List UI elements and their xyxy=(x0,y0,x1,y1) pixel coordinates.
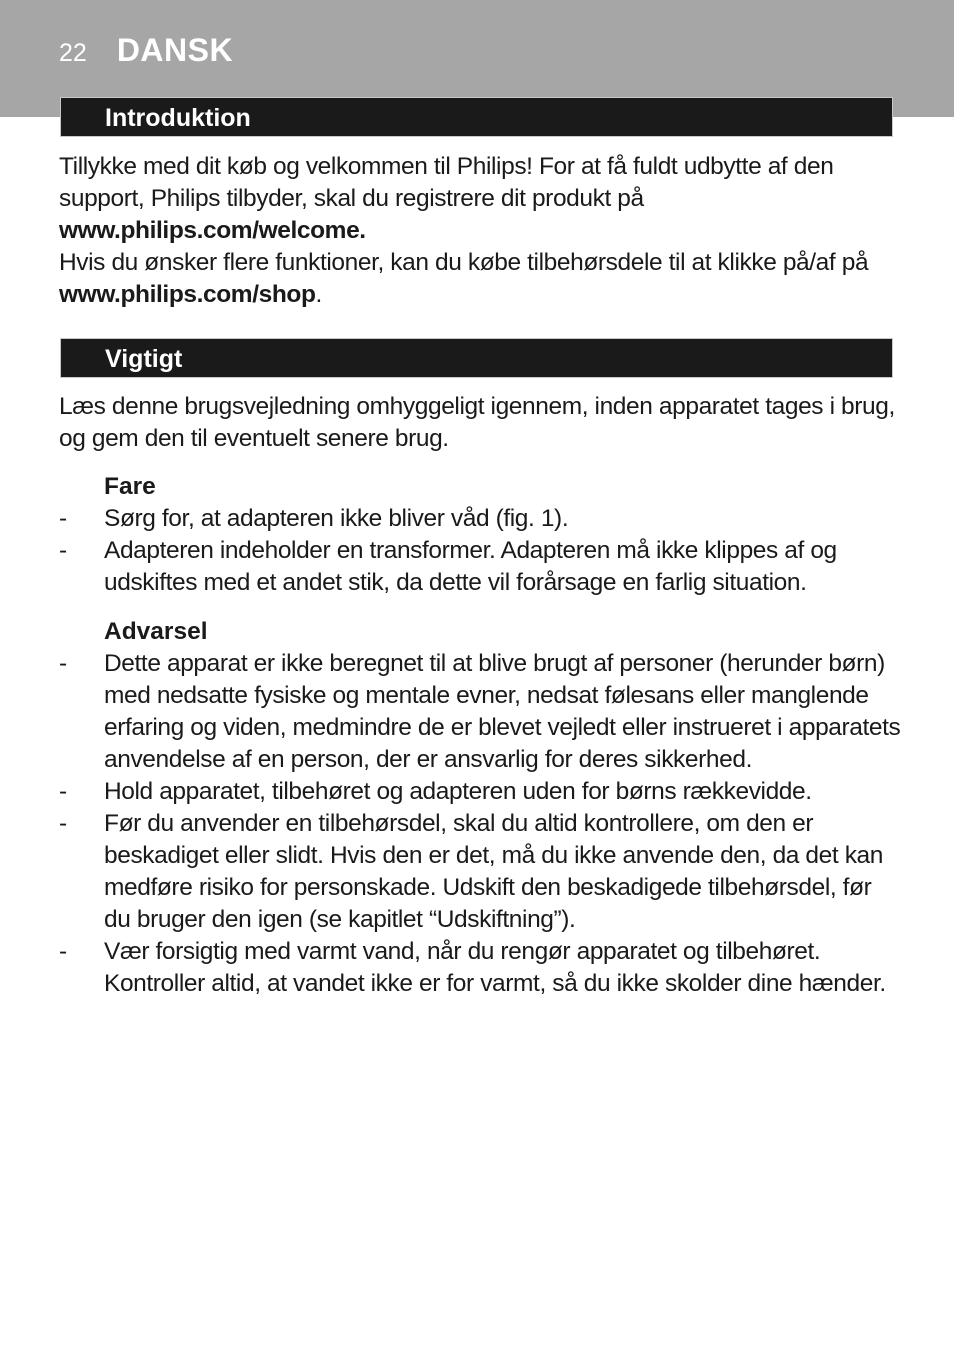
intro-text-2: Hvis du ønsker flere funktioner, kan du købe tilbehørsdele til at klikke på/af på xyxy=(59,249,869,276)
vigtigt-paragraph: Læs denne brugsvejledning omhyggeligt igennem, inden apparatet tages i brug, og gem den til eventuelt senere brug. xyxy=(59,393,895,452)
intro-text-1: Tillykke med dit køb og velkommen til Philips! For at få fuldt udbytte af den support, Philips tilbyder, skal du registrere dit produkt på xyxy=(59,153,834,212)
list-dash: - xyxy=(59,810,67,837)
intro-text-3: . xyxy=(315,281,322,308)
list-item xyxy=(59,503,904,535)
section-heading-vigtigt: Vigtigt xyxy=(60,338,893,378)
intro-paragraph xyxy=(59,151,904,311)
list-item xyxy=(59,808,904,936)
list-dash: - xyxy=(59,778,67,805)
list-dash: - xyxy=(59,938,67,965)
list-dash: - xyxy=(59,505,67,532)
list-item-text: Vær forsigtig med varmt vand, når du rengør apparatet og tilbehøret. Kontroller altid, at vandet ikke er for varmt, så du ikke skolder dine hænder. xyxy=(104,938,886,997)
list-item-text: Sørg for, at adapteren ikke bliver våd (fig. 1). xyxy=(104,505,569,532)
fare-heading: Fare xyxy=(104,473,156,500)
list-item xyxy=(59,648,904,776)
advarsel-list xyxy=(59,648,904,1000)
list-item-text: Dette apparat er ikke beregnet til at blive brugt af personer (herunder børn) med nedsatte fysiske og mentale evner, nedsat følesans eller manglende erfaring og viden, medmindre de er blevet vejledt eller instrueret i apparatets anvendelse af en person, der er ansvarlig for deres sikkerhed. xyxy=(104,650,901,773)
list-item xyxy=(59,936,904,1000)
advarsel-heading: Advarsel xyxy=(104,618,208,645)
list-item-text: Hold apparatet, tilbehøret og adapteren uden for børns rækkevidde. xyxy=(104,778,812,805)
fare-list xyxy=(59,503,904,599)
page-language-title: DANSK xyxy=(116,32,234,68)
section-heading-introduktion: Introduktion xyxy=(60,97,893,137)
page-number: 22 xyxy=(59,39,87,67)
list-item xyxy=(59,776,904,808)
list-item xyxy=(59,535,904,599)
welcome-link[interactable]: www.philips.com/welcome. xyxy=(59,217,366,244)
list-dash: - xyxy=(59,650,67,677)
list-item-text: Adapteren indeholder en transformer. Adapteren må ikke klippes af og udskiftes med et andet stik, da dette vil forårsage en farlig situation. xyxy=(104,537,837,596)
list-dash: - xyxy=(59,537,67,564)
page-header xyxy=(59,32,233,72)
list-item-text: Før du anvender en tilbehørsdel, skal du altid kontrollere, om den er beskadiget eller slidt. Hvis den er det, må du ikke anvende den, da det kan medføre risiko for personskade. Udskift den beskadigede tilbehørsdel, før du bruger den igen (se kapitlet “Udskiftning”). xyxy=(104,810,883,933)
shop-link[interactable]: www.philips.com/shop xyxy=(59,281,316,308)
